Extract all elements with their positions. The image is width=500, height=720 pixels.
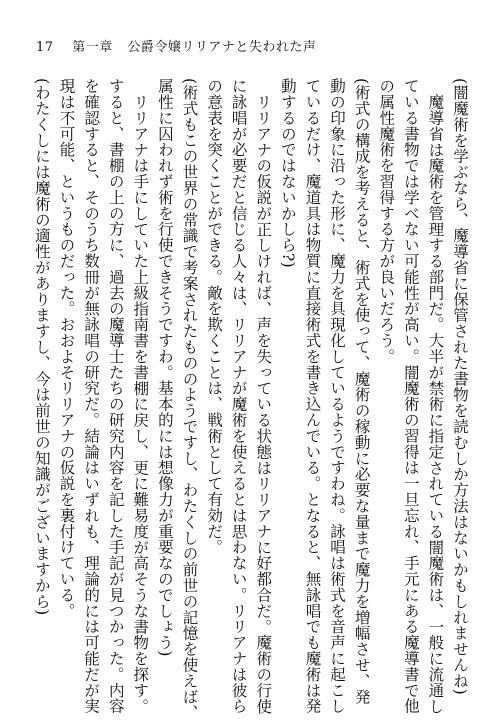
- text-line: 動の印象に沿った形に、魔力を具現化しているようですわね。詠唱は術式を音声に起こし: [328, 78, 347, 714]
- page-number: 17: [36, 40, 54, 55]
- text-line: すると、書棚の上の方に、過去の魔導士たちの研究内容を記した手記が見つかった。内容: [106, 78, 125, 714]
- text-line: (術式もこの世界の常識で考案されたもののようですし、わたくしの前世の記憶を使えば、: [180, 78, 199, 720]
- text-line: に詠唱が必要だと信じる人々は、リリアナが魔術を使えるとは思わない。リリアナは彼ら: [229, 78, 248, 714]
- running-head: [36, 36, 316, 55]
- text-line: を確認すると、そのうち数冊が無詠唱の研究だ。結論はいずれも、理論的には可能だが実: [82, 78, 101, 714]
- text-line: 属性に囚われず術を行使できそうですわ。基本的には想像力が重要なのでしょう): [155, 78, 174, 657]
- text-line: 魔導省は魔術を管理する部門だ。大半が禁術に指定されている闇魔術は、一般に流通し: [426, 93, 445, 714]
- text-line: ているだけ、魔道具は物質に直接術式を書き込んでいる。となると、無詠唱でも魔術は発: [303, 78, 322, 714]
- text-line: 動するのではないかしら?): [278, 78, 297, 269]
- body-text: [32, 78, 472, 720]
- text-line: の意表を突くことができる。敵を欺くことは、戦術として有効だ。: [205, 78, 224, 555]
- text-line: ている書物では学べない可能性が高い。闇魔術の習得は一旦忘れ、手元にある魔導書で他: [401, 78, 420, 714]
- text-line: 現は不可能、というものだった。おおよそリリアナの仮説を裏付けている。: [57, 78, 76, 619]
- text-line: リリアナの仮説が正しければ、声を失っている状態はリリアナに好都合だ。魔術の行使: [254, 93, 273, 714]
- chapter-label: 第一章: [72, 40, 113, 55]
- text-line: リリアナは手にしていた上級指南書を書棚に戻し、更に難易度が高そうな書物を探す。: [131, 93, 150, 714]
- chapter-title: 公爵令嬢リリアナと失われた声: [127, 40, 317, 55]
- text-line: の属性魔術を習得する方が良いだろう。: [377, 78, 396, 365]
- text-line: (わたくしには魔術の適性がありますし、今は前世の知識がございますから): [32, 78, 51, 616]
- text-line: (闇魔術を学ぶなら、魔導省に保管された書物を読むしか方法はないかもしれませんね): [451, 78, 469, 696]
- text-line: (術式の構成を考えると、術式を使って、魔術の稼動に必要な量まで魔力を増幅させ、発: [352, 78, 371, 705]
